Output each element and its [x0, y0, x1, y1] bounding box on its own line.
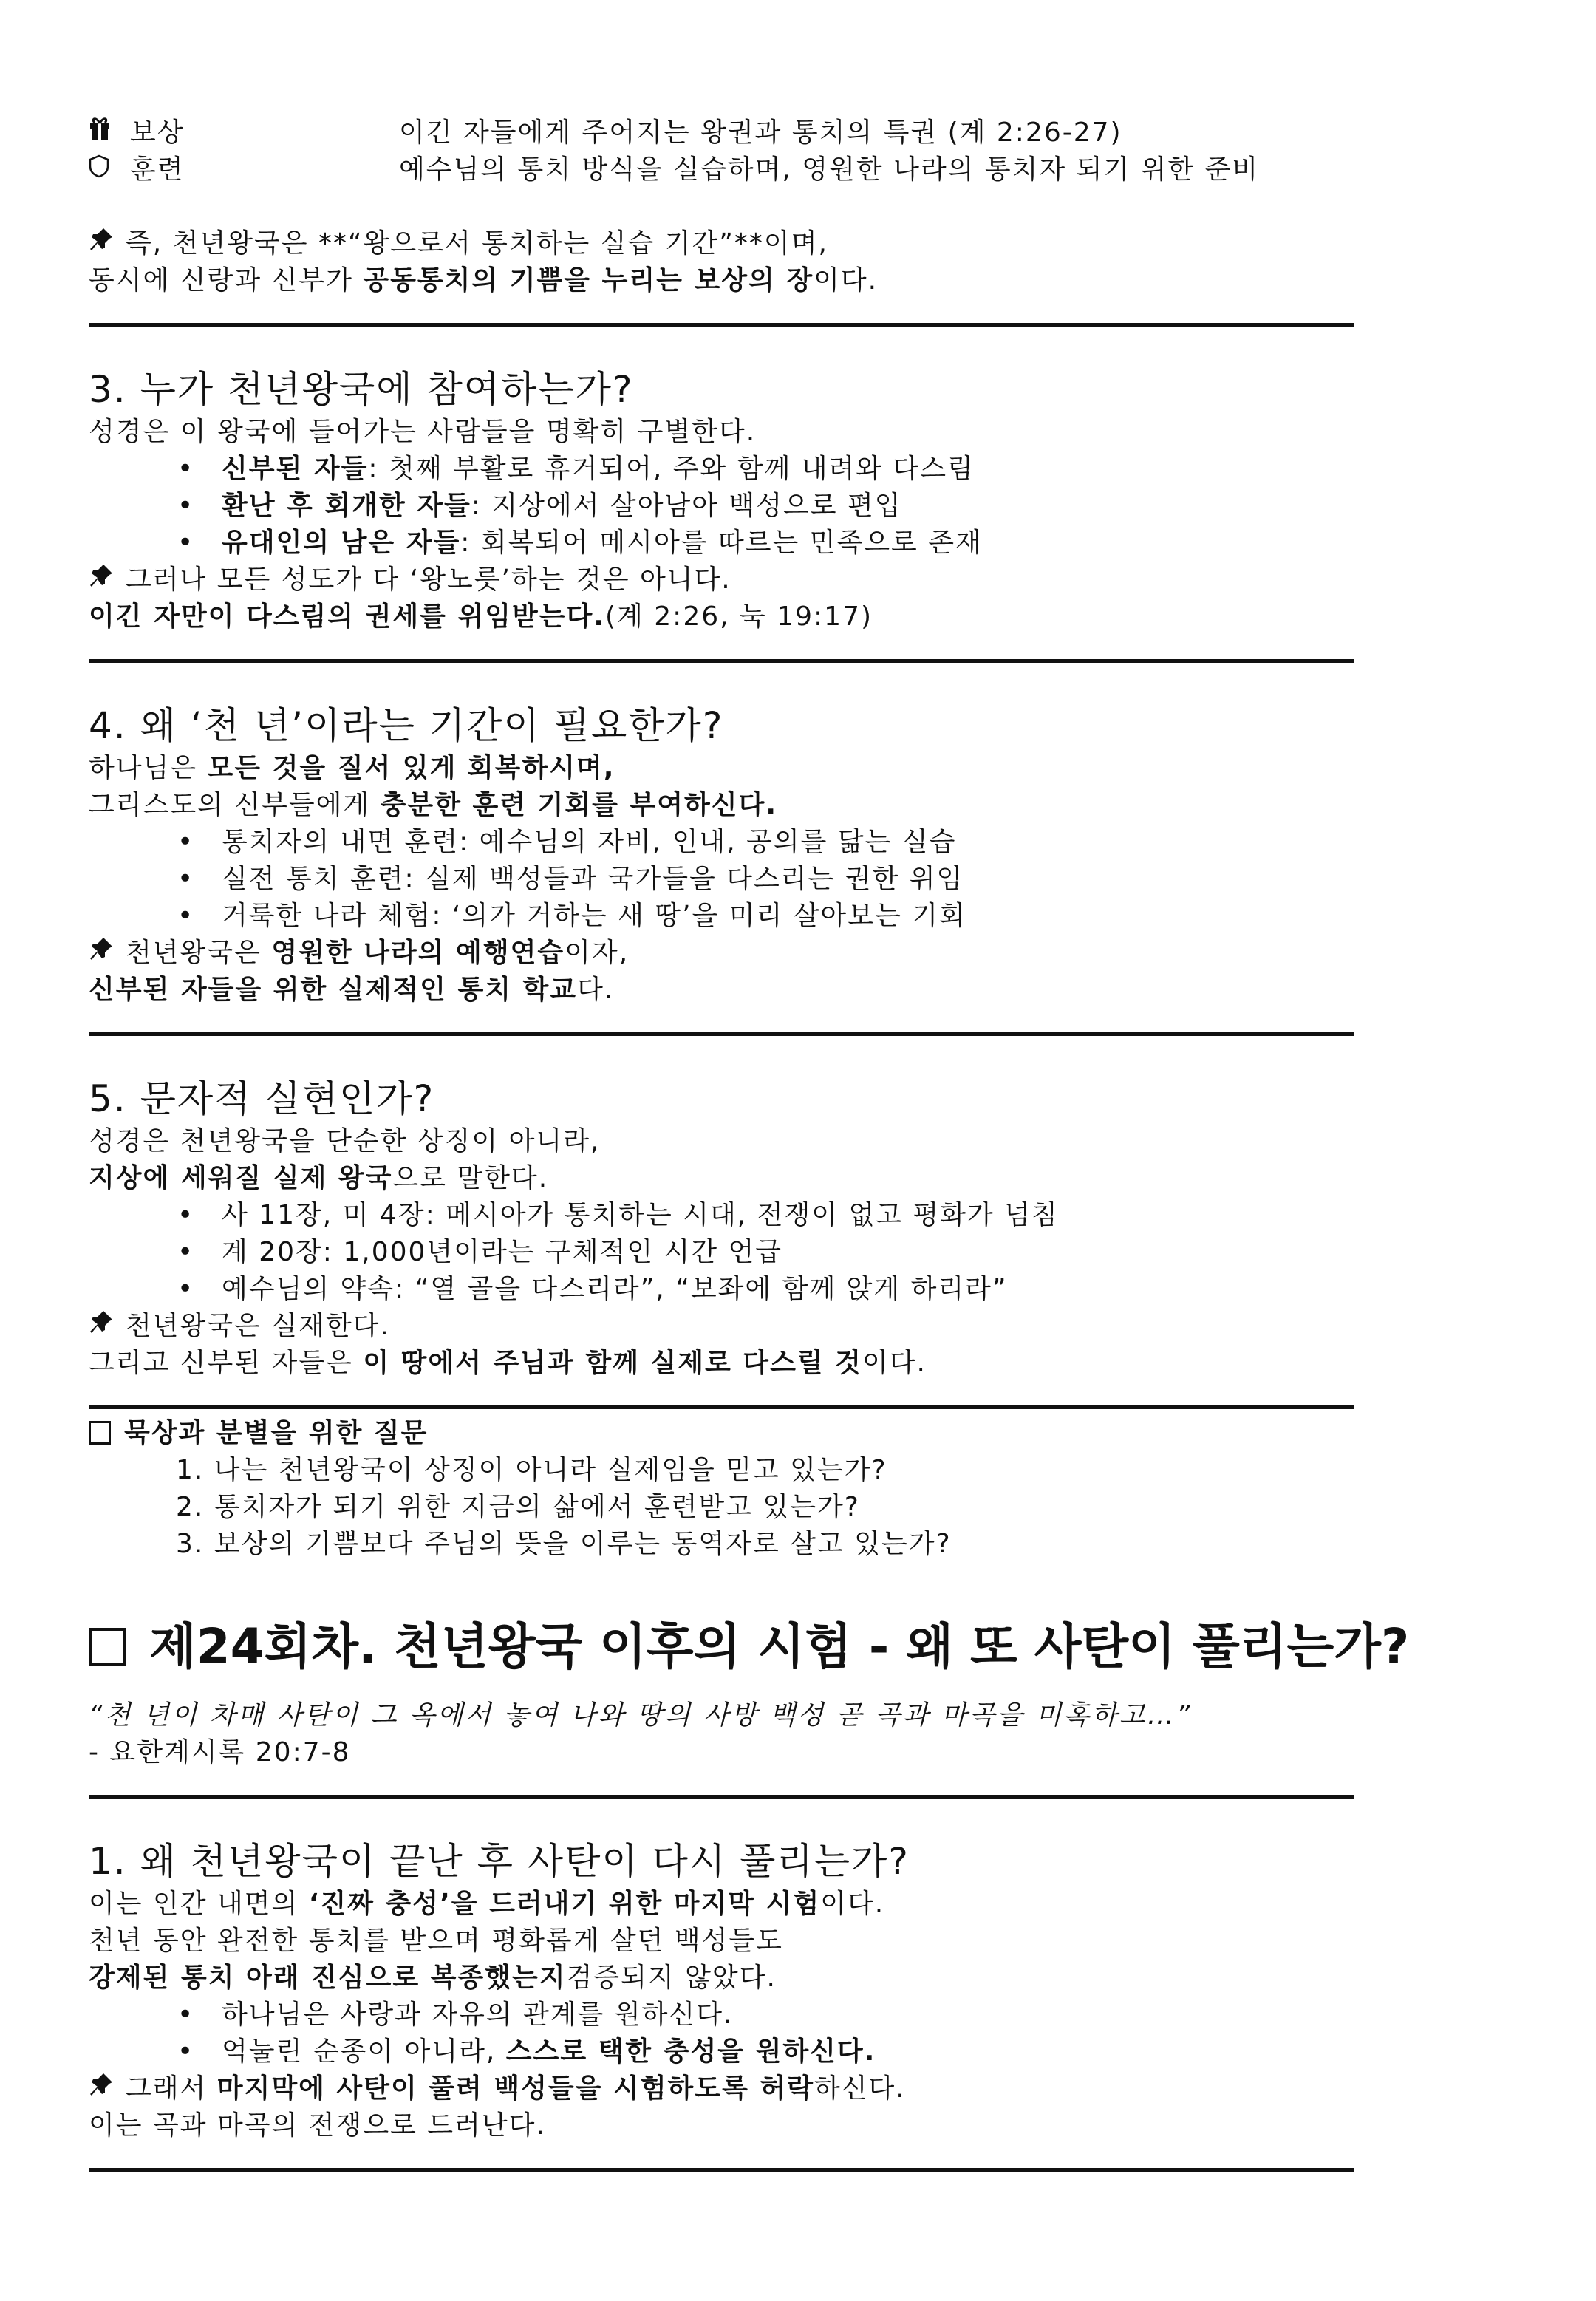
- list-item: • 억눌린 순종이 아니라, 스스로 택한 충성을 원하신다.: [177, 2036, 876, 2067]
- pushpin-icon: [89, 1308, 115, 1345]
- pushpin-icon: [89, 562, 115, 599]
- question-item: 3. 보상의 기쁨보다 주님의 뜻을 이루는 동역자로 살고 있는가?: [176, 1529, 952, 1559]
- list-item: • 통치자의 내면 훈련: 예수님의 자비, 인내, 공의를 닮는 실습: [177, 827, 957, 857]
- training-row: [89, 151, 1522, 188]
- divider: [89, 2168, 1354, 2172]
- summary-text: 즉, 천년왕국은 **“왕으로서 통치하는 실습 기간”**이며,: [126, 228, 828, 259]
- item-text: 거룩한 나라 체험: ‘의가 거하는 새 땅’을 미리 살아보는 기회: [222, 901, 966, 931]
- checkbox-square-icon: [89, 1421, 111, 1445]
- reference: (계 2:26, 눅 19:17): [605, 601, 873, 632]
- pin-text: 그러나 모든 성도가 다 ‘왕노릇’하는 것은 아니다.: [126, 565, 732, 595]
- emphasis: 영원한 나라의 예행연습: [271, 938, 565, 968]
- question-item: 1. 나는 천년왕국이 상징이 아니라 실제임을 믿고 있는가?: [176, 1455, 887, 1485]
- text: 다.: [577, 975, 615, 1005]
- text: 그래서: [126, 2073, 217, 2104]
- emphasis: ‘진짜 충성’을 드러내기 위한 마지막 시험: [308, 1889, 821, 1919]
- list-item: • 환난 후 회개한 자들: 지상에서 살아남아 백성으로 편입: [177, 491, 902, 521]
- sub-section-1-line-2: 천년 동안 완전한 통치를 받으며 평화롭게 살던 백성들도: [89, 1926, 783, 1956]
- section-3-title: 3. 누가 천년왕국에 참여하는가?: [89, 368, 634, 411]
- text: 이는 인간 내면의: [89, 1889, 309, 1919]
- sub-section-1-pin: [89, 2070, 1522, 2107]
- shield-icon: [89, 151, 115, 188]
- summary-text-b: 이다.: [814, 265, 879, 296]
- list-item: • 계 20장: 1,000년이라는 구체적인 시간 언급: [177, 1237, 783, 1267]
- summary-emphasis: 공동통치의 기쁨을 누리는 보상의 장: [363, 265, 814, 296]
- questions-title: [89, 1415, 1522, 1452]
- summary-text-a: 동시에 신랑과 신부가: [89, 265, 364, 296]
- summary-line-2: [89, 262, 1522, 299]
- emphasis: 모든 것을 질서 있게 회복하시며,: [207, 753, 615, 783]
- reward-value: 이긴 자들에게 주어지는 왕권과 통치의 특권 (계 2:26-27): [399, 117, 1122, 148]
- sub-section-1-title: 1. 왜 천년왕국이 끝난 후 사탄이 다시 풀리는가?: [89, 1840, 910, 1883]
- section-3-intro: 성경은 이 왕국에 들어가는 사람들을 명확히 구별한다.: [89, 417, 757, 447]
- text: 검증되지 않았다.: [566, 1963, 777, 1993]
- emphasis: 지상에 세워질 실제 왕국: [89, 1163, 393, 1193]
- training-label: 훈련: [130, 154, 185, 185]
- item-text: 예수님의 약속: “열 골을 다스리라”, “보좌에 함께 앉게 하리라”: [222, 1274, 1008, 1304]
- text: 이자,: [565, 938, 630, 968]
- emphasis: 마지막에 사탄이 풀려 백성들을 시험하도록 허락: [216, 2073, 814, 2104]
- pushpin-icon: [89, 225, 115, 262]
- list-item: • 하나님은 사랑과 자유의 관계를 원하신다.: [177, 2000, 734, 2030]
- item-text: : 첫째 부활로 휴거되어, 주와 함께 내려와 다스림: [368, 454, 975, 484]
- item-text: : 지상에서 살아남아 백성으로 편입: [471, 491, 902, 521]
- item-text: 통치자의 내면 훈련: 예수님의 자비, 인내, 공의를 닮는 실습: [222, 827, 957, 857]
- chapter-quote-source: - 요한계시록 20:7-8: [89, 1737, 351, 1767]
- list-item: • 유대인의 남은 자들: 회복되어 메시아를 따르는 민족으로 존재: [177, 528, 983, 558]
- section-3-pin: [89, 562, 1522, 599]
- text: 그리고 신부된 자들은: [89, 1348, 364, 1378]
- summary-line-1: [89, 225, 1522, 262]
- pushpin-icon: [89, 2070, 115, 2107]
- section-5-line-1: 성경은 천년왕국을 단순한 상징이 아니라,: [89, 1126, 601, 1156]
- text: 으로 말한다.: [392, 1163, 549, 1193]
- text: 이다.: [820, 1889, 885, 1919]
- item-text: 하나님은 사랑과 자유의 관계를 원하신다.: [222, 2000, 734, 2030]
- section-4-pin: [89, 935, 1522, 972]
- list-item: • 사 11장, 미 4장: 메시아가 통치하는 시대, 전쟁이 없고 평화가 넘침: [177, 1200, 1059, 1230]
- square-icon: [89, 1628, 126, 1666]
- reward-label: 보상: [130, 117, 185, 148]
- section-5-last: [89, 1345, 1522, 1382]
- section-5-line-2: [89, 1160, 1522, 1197]
- section-5-title: 5. 문자적 실현인가?: [89, 1077, 435, 1120]
- sub-section-1-line-1: [89, 1886, 1522, 1923]
- list-item: • 신부된 자들: 첫째 부활로 휴거되어, 주와 함께 내려와 다스림: [177, 454, 975, 484]
- document-page: [89, 115, 1522, 2172]
- chapter-title: [89, 1616, 1522, 1678]
- pin-text: 천년왕국은 실재한다.: [126, 1311, 390, 1341]
- section-5-pin: [89, 1308, 1522, 1345]
- text: 이다.: [862, 1348, 927, 1378]
- list-item: • 예수님의 약속: “열 골을 다스리라”, “보좌에 함께 앉게 하리라”: [177, 1274, 1008, 1304]
- item-text: 억눌린 순종이 아니라,: [222, 2036, 506, 2067]
- list-item: • 실전 통치 훈련: 실제 백성들과 국가들을 다스리는 권한 위임: [177, 864, 964, 894]
- item-text: : 회복되어 메시아를 따르는 민족으로 존재: [460, 528, 983, 558]
- question-item: 2. 통치자가 되기 위한 지금의 삶에서 훈련받고 있는가?: [176, 1492, 860, 1522]
- questions-heading: 묵상과 분별을 위한 질문: [124, 1418, 429, 1448]
- emphasis: 이 땅에서 주님과 함께 실제로 다스릴 것: [363, 1348, 862, 1378]
- item-bold: 스스로 택한 충성을 원하신다.: [505, 2036, 876, 2067]
- item-text: 실전 통치 훈련: 실제 백성들과 국가들을 다스리는 권한 위임: [222, 864, 964, 894]
- chapter-title-text: 제24회차. 천년왕국 이후의 시험 - 왜 또 사탄이 풀리는가?: [149, 1618, 1410, 1675]
- text: 천년왕국은: [126, 938, 272, 968]
- emphasis: 충분한 훈련 기회를 부여하신다.: [380, 790, 778, 820]
- chapter-quote: “천 년이 차매 사탄이 그 옥에서 놓여 나와 땅의 사방 백성 곧 곡과 마곡을 미혹하고…”: [89, 1700, 1193, 1731]
- item-bold: 유대인의 남은 자들: [222, 528, 461, 558]
- item-text: 사 11장, 미 4장: 메시아가 통치하는 시대, 전쟁이 없고 평화가 넘침: [222, 1200, 1059, 1230]
- emphasis: 신부된 자들을 위한 실제적인 통치 학교: [89, 975, 578, 1005]
- section-4-line-2: [89, 787, 1522, 824]
- text: 그리스도의 신부들에게: [89, 790, 381, 820]
- text: 하나님은: [89, 753, 208, 783]
- section-4-last: [89, 972, 1522, 1009]
- section-4-title: 4. 왜 ‘천 년’이라는 기간이 필요한가?: [89, 704, 724, 747]
- text: 하신다.: [814, 2073, 906, 2104]
- item-text: 계 20장: 1,000년이라는 구체적인 시간 언급: [222, 1237, 783, 1267]
- sub-section-1-line-3: [89, 1960, 1522, 1997]
- section-4-line-1: [89, 750, 1522, 787]
- item-bold: 환난 후 회개한 자들: [222, 491, 471, 521]
- reward-row: [89, 115, 1522, 151]
- gift-icon: [89, 115, 115, 151]
- sub-section-1-last: 이는 곡과 마곡의 전쟁으로 드러난다.: [89, 2110, 546, 2141]
- emphasis: 강제된 통치 아래 진심으로 복종했는지: [89, 1963, 567, 1993]
- emphasis: 이긴 자만이 다스림의 권세를 위임받는다.: [89, 601, 606, 632]
- section-3-last: [89, 599, 1522, 635]
- training-value: 예수님의 통치 방식을 실습하며, 영원한 나라의 통치자 되기 위한 준비: [399, 154, 1260, 185]
- list-item: • 거룩한 나라 체험: ‘의가 거하는 새 땅’을 미리 살아보는 기회: [177, 901, 966, 931]
- pushpin-icon: [89, 935, 115, 972]
- item-bold: 신부된 자들: [222, 454, 369, 484]
